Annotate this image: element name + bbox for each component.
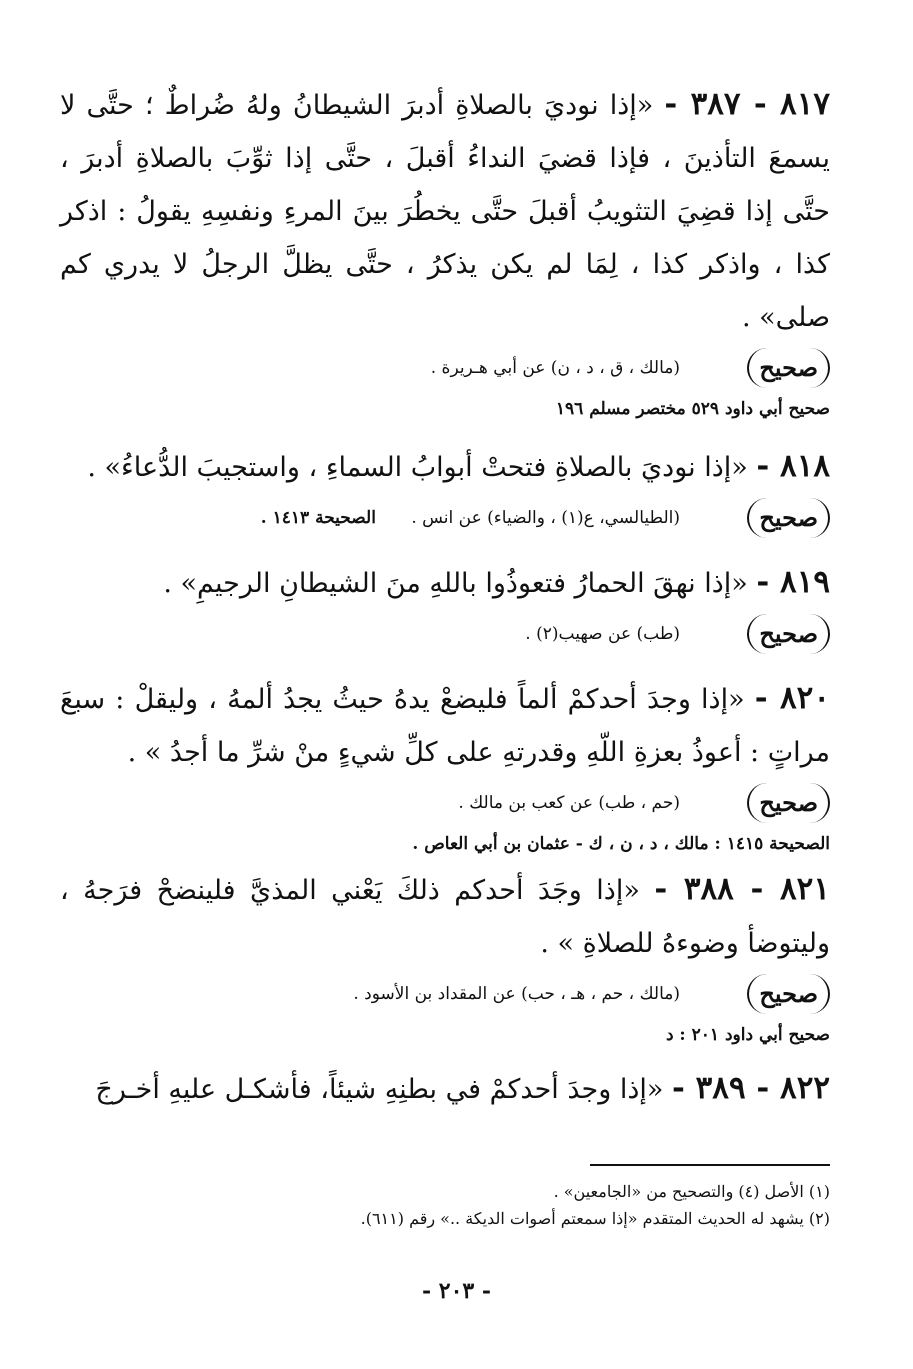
page-content: [60, 78, 830, 1116]
hadith-number: ٨١٩ -: [756, 564, 830, 600]
hadith-number: ٨١٨ -: [756, 448, 830, 484]
hadith-source: (حم ، طب) عن كعب بن مالك .: [458, 793, 680, 813]
hadith-text: «إذا نوديَ بالصلاةِ فتحتْ أبوابُ السماءِ ، واستجيبَ الدُّعاءُ» .: [87, 452, 748, 483]
hadith-reference: الصحيحة ١٤١٥ : مالك ، د ، ن ، ك - عثمان بن أبي العاص .: [412, 834, 830, 854]
footnote-1: (١) الأصل (٤) والتصحيح من «الجامعين» .: [553, 1182, 830, 1201]
hadith-821: [60, 863, 830, 1048]
hadith-text: «إذا وجَدَ أحدكم ذلكَ يَعْني المذيَّ فلينضحْ فرَجهُ ، وليتوضأ وضوءهُ للصلاةِ » .: [60, 875, 830, 959]
hadith-number: ٨١٧ - ٣٨٧ -: [664, 86, 830, 122]
hadith-source: (طب) عن صهيب(٢) .: [525, 624, 680, 644]
hadith-text: «إذا وجدَ أحدكمْ في بطنِهِ شيئاً، فأشكـل عليهِ أخـرجَ: [95, 1074, 664, 1105]
hadith-source: (الطيالسي، ع(١) ، والضياء) عن انس .: [411, 508, 680, 528]
hadith-number: ٨٢٢ - ٣٨٩ -: [671, 1070, 830, 1106]
grade-badge: صحيح: [747, 974, 830, 1014]
hadith-source: (مالك ، ق ، د ، ن) عن أبي هـريرة .: [430, 358, 680, 378]
hadith-reference: الصحيحة ١٤١٣ .: [260, 508, 376, 528]
hadith-text: «إذا نوديَ بالصلاةِ أدبرَ الشيطانُ ولهُ ضُراطٌ ؛ حتَّى لا يسمعَ التأذينَ ، فإذا قضيَ النداءُ أقبلَ ، حتَّى إذا ثوِّبَ بالصلاةِ أدبرَ ، حتَّى إذا قضِيَ التثويبُ أقبلَ حتَّى يخطُرَ بينَ المرءِ ونفسِهِ يقولُ : اذكر كذا ، واذكر كذا ، لِمَا لم يكن يذكرُ ، حتَّى يظلَّ الرجلُ لا يدري كم صلى» .: [60, 90, 830, 333]
hadith-818: [60, 440, 830, 546]
footnote-2: (٢) يشهد له الحديث المتقدم «إذا سمعتم أصوات الديكة ..» رقم (٦١١).: [360, 1209, 830, 1228]
hadith-number: ٨٢١ - ٣٨٨ -: [654, 871, 830, 907]
hadith-reference: صحيح أبي داود ٢٠١ : د: [665, 1025, 830, 1045]
footnote-divider: [590, 1164, 830, 1166]
grade-badge: صحيح: [747, 614, 830, 654]
hadith-822: [60, 1062, 830, 1116]
hadith-source: (مالك ، حم ، هـ ، حب) عن المقداد بن الأسود .: [353, 984, 680, 1004]
hadith-reference: صحيح أبي داود ٥٢٩ مختصر مسلم ١٩٦: [555, 399, 830, 419]
page-number: - ٢٠٣ -: [421, 1278, 492, 1304]
hadith-text: «إذا وجدَ أحدكمْ ألماً فليضعْ يدهُ حيثُ يجدُ ألمهُ ، وليقلْ : سبعَ مراتٍ : أعوذُ بعزةِ اللّهِ وقدرتهِ على كلِّ شيءٍ منْ شرِّ ما أجدُ » .: [60, 684, 830, 768]
hadith-820: [60, 672, 830, 857]
grade-badge: صحيح: [747, 498, 830, 538]
footnotes: [60, 1178, 830, 1232]
hadith-817: [60, 78, 830, 422]
hadith-number: ٨٢٠ -: [754, 680, 830, 716]
grade-badge: صحيح: [747, 348, 830, 388]
grade-badge: صحيح: [747, 783, 830, 823]
hadith-819: [60, 556, 830, 662]
hadith-text: «إذا نهقَ الحمارُ فتعوذُوا باللهِ منَ الشيطانِ الرجيمِ» .: [163, 568, 748, 599]
